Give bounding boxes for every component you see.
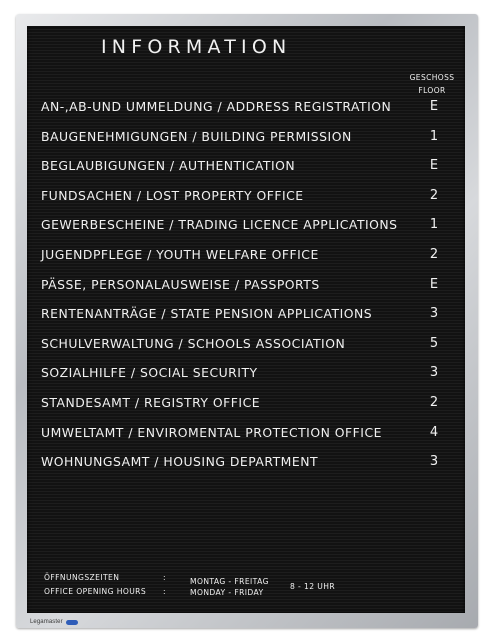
directory-entry-label: PÄSSE, PERSONALAUSWEISE / PASSPORTS	[41, 277, 320, 292]
hours-colon-de: :	[163, 573, 166, 582]
board-title: INFORMATION	[101, 36, 292, 58]
directory-entry-label: RENTENANTRÄGE / STATE PENSION APPLICATIONS	[41, 306, 373, 321]
directory-entry-floor: 2	[429, 188, 439, 203]
brand-name: Legamaster	[30, 619, 63, 625]
directory-entry-floor: E	[429, 277, 439, 292]
hours-label-de: ÖFFNUNGSZEITEN	[44, 573, 120, 582]
directory-entry-floor: 2	[429, 247, 439, 262]
directory-entry-label: BAUGENEHMIGUNGEN / BUILDING PERMISSION	[41, 129, 352, 144]
directory-entry-floor: 3	[429, 454, 439, 469]
hours-label-en: OFFICE OPENING HOURS	[44, 587, 147, 596]
directory-entry-label: BEGLAUBIGUNGEN / AUTHENTICATION	[41, 158, 296, 173]
directory-entry-label: AN-,AB-UND UMMELDUNG / ADDRESS REGISTRATION	[41, 99, 392, 114]
directory-entry-label: JUGENDPFLEGE / YOUTH WELFARE OFFICE	[41, 247, 319, 262]
directory-entry-floor: E	[429, 99, 439, 114]
directory-entry-label: SOZIALHILFE / SOCIAL SECURITY	[41, 365, 258, 380]
directory-entry-label: WOHNUNGSAMT / HOUSING DEPARTMENT	[41, 454, 319, 469]
directory-entry-floor: 1	[429, 129, 439, 144]
directory-entry-floor: 1	[429, 217, 439, 232]
floor-header-en: FLOOR	[418, 86, 446, 95]
directory-entry-label: SCHULVERWALTUNG / SCHOOLS ASSOCIATION	[41, 336, 346, 351]
directory-entry-floor: 3	[429, 365, 439, 380]
directory-entry-label: GEWERBESCHEINE / TRADING LICENCE APPLICATIONS	[41, 217, 398, 232]
directory-entry-floor: 5	[429, 336, 439, 351]
hours-days-de: MONTAG - FREITAG	[190, 577, 269, 586]
directory-entry-floor: 2	[429, 395, 439, 410]
hours-colon-en: :	[163, 587, 166, 596]
directory-entry-floor: E	[429, 158, 439, 173]
brand-logo	[30, 618, 78, 626]
directory-entry-floor: 3	[429, 306, 439, 321]
directory-entry-label: STANDESAMT / REGISTRY OFFICE	[41, 395, 261, 410]
hours-time: 8 - 12 UHR	[290, 582, 336, 591]
hours-days-en: MONDAY - FRIDAY	[190, 588, 264, 597]
directory-entry-label: UMWELTAMT / ENVIROMENTAL PROTECTION OFFICE	[41, 425, 382, 440]
directory-entry-label: FUNDSACHEN / LOST PROPERTY OFFICE	[41, 188, 304, 203]
floor-header-de: GESCHOSS	[409, 73, 455, 82]
brand-badge-icon	[66, 620, 78, 625]
directory-entry-floor: 4	[429, 425, 439, 440]
